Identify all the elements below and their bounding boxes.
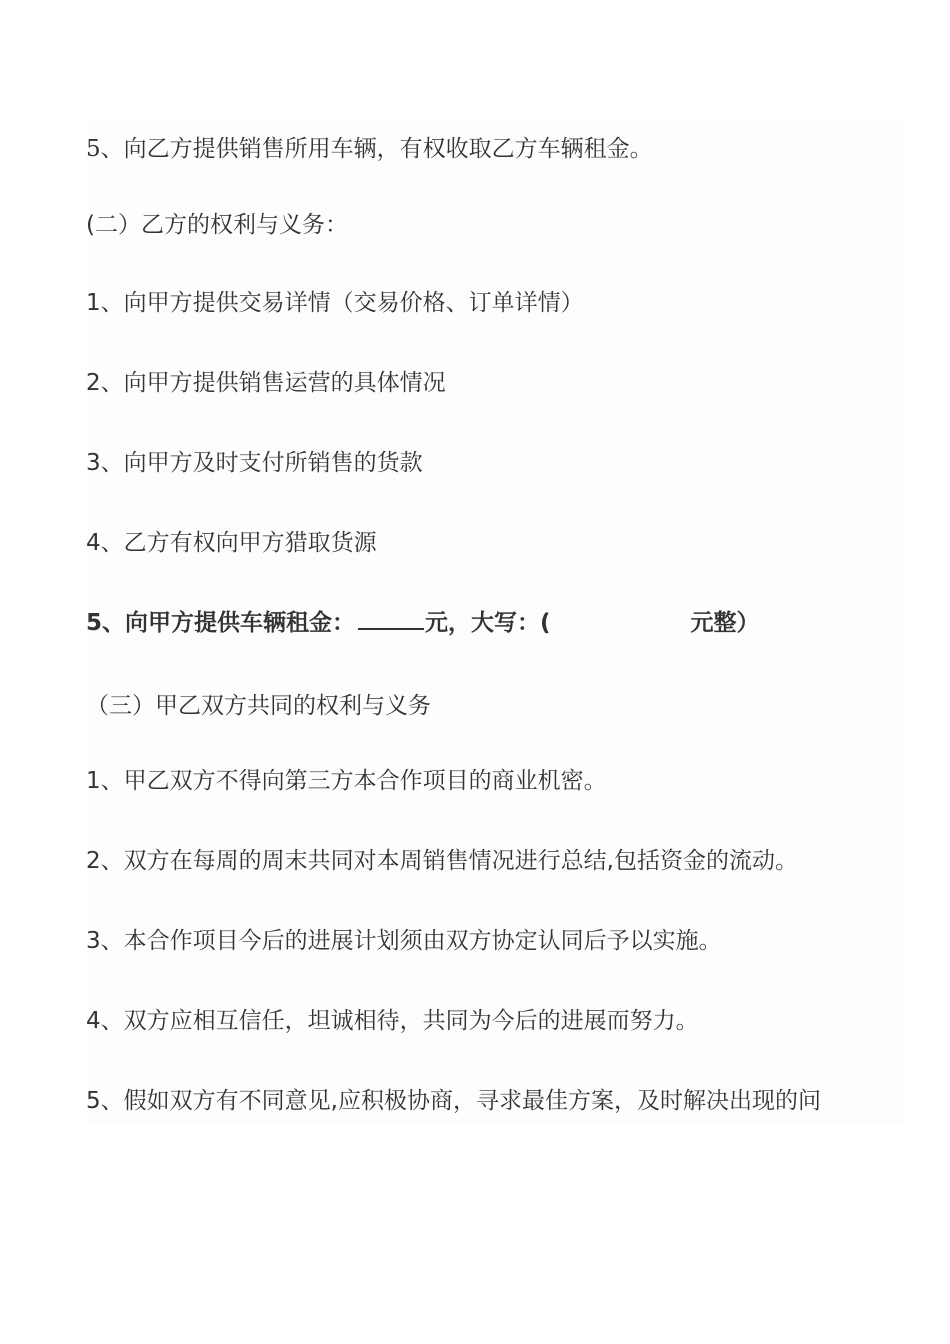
text-line-2: 1、向甲方提供交易详情（交易价格、订单详情） bbox=[86, 290, 584, 316]
text-line-8: 3、本合作项目今后的进展计划须由双方协定认同后予以实施。 bbox=[86, 928, 722, 954]
text-line-7: 2、双方在每周的周末共同对本周销售情况进行总结,包括资金的流动。 bbox=[86, 848, 798, 874]
text-line-5: 4、乙方有权向甲方猎取货源 bbox=[86, 530, 377, 556]
rent-line-prefix: 5、向甲方提供车辆租金： bbox=[86, 610, 356, 636]
text-line-6: 1、甲乙双方不得向第三方本合作项目的商业机密。 bbox=[86, 768, 607, 794]
text-line-4: 3、向甲方及时支付所销售的货款 bbox=[86, 450, 423, 476]
rent-line-suffix: 元整） bbox=[690, 610, 760, 636]
rent-line bbox=[86, 606, 916, 639]
section-heading-2: (二）乙方的权利与义务： bbox=[86, 212, 348, 238]
rent-line-unit: 元，大写：( bbox=[425, 610, 551, 636]
text-line-1: 5、向乙方提供销售所用车辆，有权收取乙方车辆租金。 bbox=[86, 136, 653, 162]
text-line-9: 4、双方应相互信任，坦诚相待，共同为今后的进展而努力。 bbox=[86, 1008, 699, 1034]
section-heading-3: （三）甲乙双方共同的权利与义务 bbox=[86, 693, 431, 719]
rent-amount-blank bbox=[358, 606, 424, 630]
text-line-10: 5、假如双方有不同意见,应积极协商，寻求最佳方案，及时解决出现的问 bbox=[86, 1088, 821, 1114]
text-line-3: 2、向甲方提供销售运营的具体情况 bbox=[86, 370, 446, 396]
